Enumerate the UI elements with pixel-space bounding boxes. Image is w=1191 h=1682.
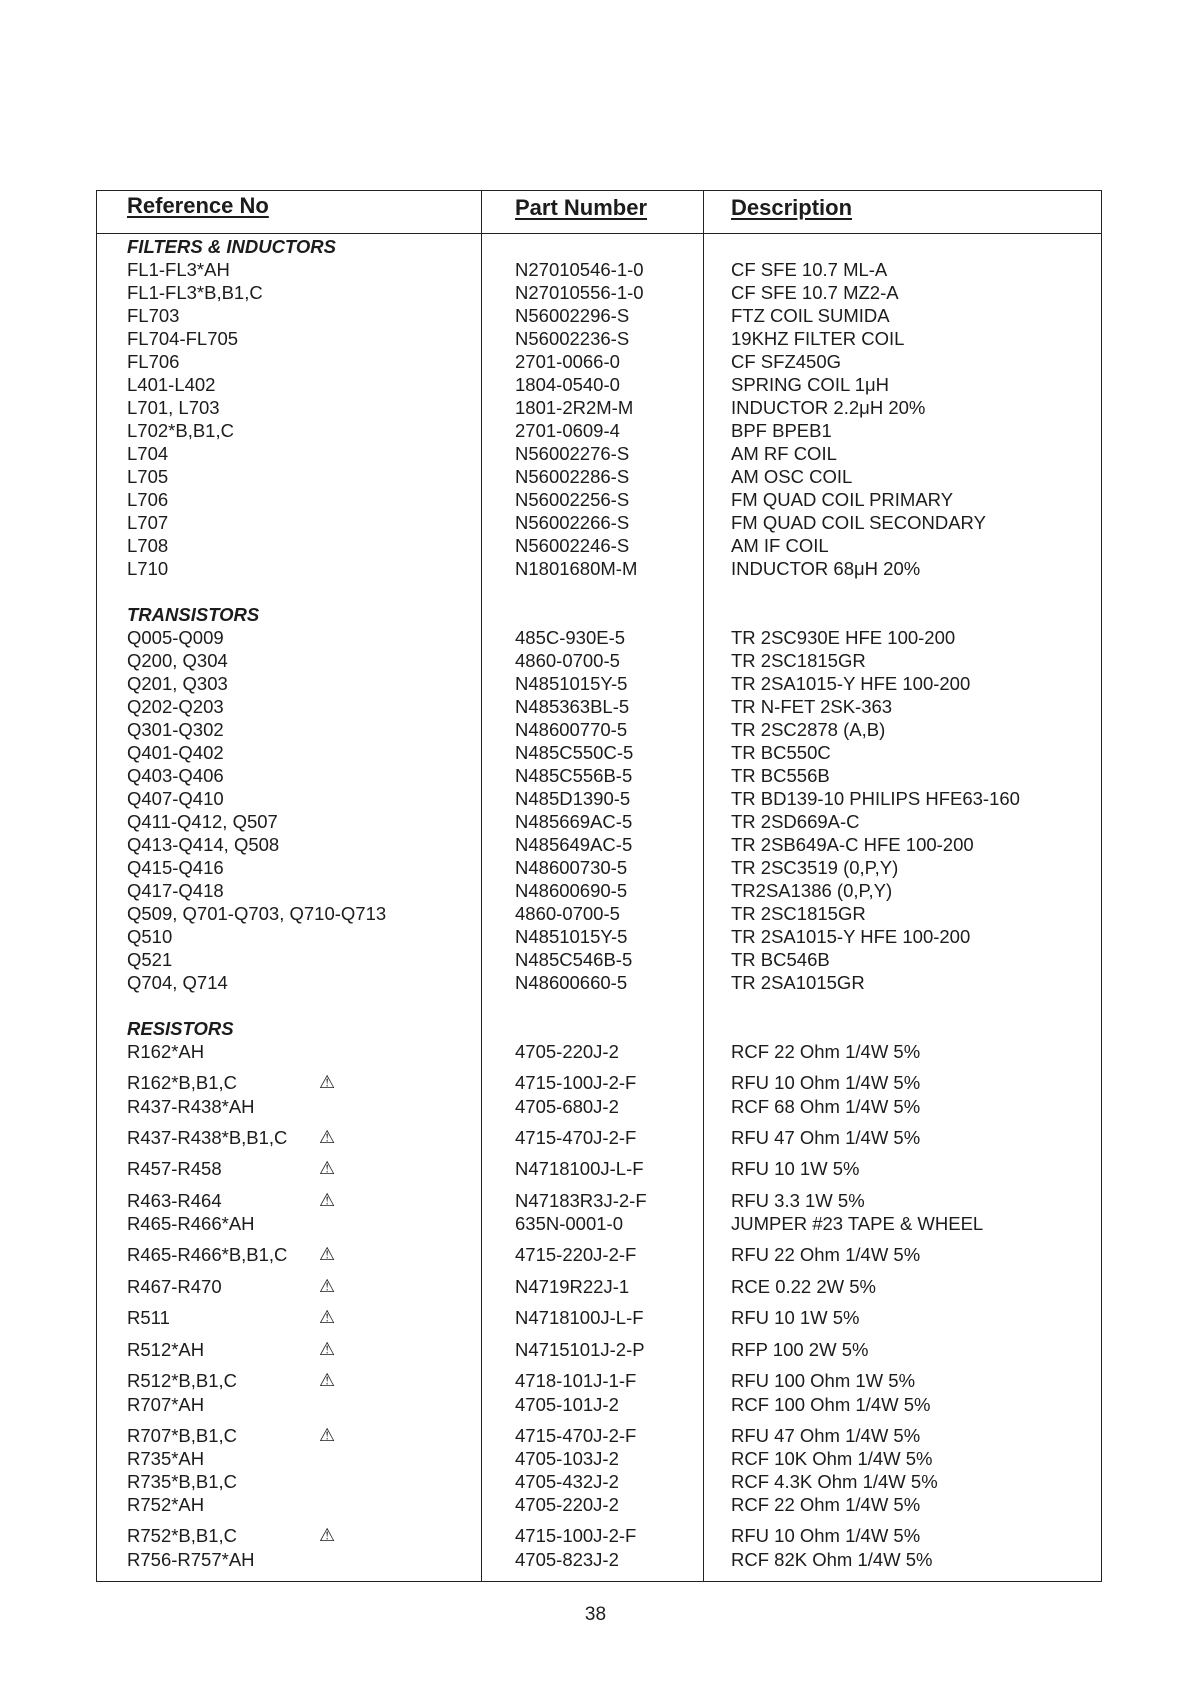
table-row (97, 810, 1101, 833)
part-number-cell: 4705-101J-2 (515, 1393, 619, 1415)
table-row (97, 1149, 1101, 1181)
description-cell: BPF BPEB1 (731, 420, 832, 441)
safety-warning-icon: ⚠ (319, 1424, 336, 1445)
safety-warning-icon: ⚠ (319, 1189, 336, 1210)
part-number-cell: N48600690-5 (515, 880, 628, 901)
description-cell: RCE 0.22 2W 5% (731, 1275, 876, 1297)
section-heading-row (97, 235, 1101, 258)
description-cell: TR 2SD669A-C (731, 811, 860, 832)
table-row (97, 741, 1101, 764)
reference-cell: R457-R458 (127, 1158, 222, 1179)
part-number-cell: 1804-0540-0 (515, 374, 620, 395)
part-number-cell: N27010546-1-0 (515, 259, 644, 280)
reference-cell: R707*B,B1,C (127, 1424, 238, 1446)
description-cell: AM IF COIL (731, 535, 829, 556)
part-number-cell: N485D1390-5 (515, 788, 631, 809)
reference-cell: Q417-Q418 (127, 880, 224, 901)
description-cell: AM RF COIL (731, 443, 837, 464)
description-cell: RFU 10 Ohm 1/4W 5% (731, 1072, 921, 1093)
part-number-cell: 4705-220J-2 (515, 1041, 619, 1062)
reference-cell: R511 (127, 1307, 170, 1328)
description-cell: INDUCTOR 68μH 20% (731, 558, 921, 579)
description-cell: RFU 10 1W 5% (731, 1158, 860, 1179)
table-row (97, 327, 1101, 350)
part-number-cell: N1801680M-M (515, 558, 638, 579)
reference-cell: R512*B,B1,C (127, 1370, 238, 1391)
part-number-cell: N4851015Y-5 (515, 926, 628, 947)
part-number-cell: 4860-0700-5 (515, 650, 620, 671)
table-row (97, 511, 1101, 534)
table-row (97, 718, 1101, 741)
description-cell: RCF 22 Ohm 1/4W 5% (731, 1041, 921, 1062)
reference-cell: Q403-Q406 (127, 765, 224, 786)
part-number-cell: N48600660-5 (515, 972, 628, 993)
description-cell: RCF 4.3K Ohm 1/4W 5% (731, 1471, 938, 1492)
reference-cell: L701, L703 (127, 397, 220, 418)
part-number-cell: N485C556B-5 (515, 765, 633, 786)
description-cell: RFU 10 Ohm 1/4W 5% (731, 1525, 921, 1546)
safety-warning-icon: ⚠ (319, 1126, 336, 1147)
description-cell: TR 2SC1815GR (731, 650, 866, 671)
reference-cell: FL704-FL705 (127, 328, 239, 349)
table-row (97, 557, 1101, 580)
description-cell: TR BC550C (731, 742, 831, 763)
description-cell: RCF 68 Ohm 1/4W 5% (731, 1095, 921, 1117)
description-cell: RFP 100 2W 5% (731, 1338, 869, 1360)
table-row (97, 1516, 1101, 1548)
description-cell: TR BC556B (731, 765, 830, 786)
reference-cell: L707 (127, 512, 169, 533)
table-row (97, 304, 1101, 327)
description-cell: RCF 10K Ohm 1/4W 5% (731, 1448, 933, 1469)
reference-cell: R465-R466*AH (127, 1213, 255, 1234)
part-number-cell: 4705-680J-2 (515, 1095, 619, 1117)
reference-cell: FL703 (127, 305, 180, 326)
description-cell: TR N-FET 2SK-363 (731, 696, 893, 717)
reference-cell: R437-R438*AH (127, 1095, 255, 1117)
reference-cell: R735*B,B1,C (127, 1471, 238, 1492)
description-cell: 19KHZ FILTER COIL (731, 328, 905, 349)
part-number-cell: 485C-930E-5 (515, 627, 626, 648)
description-cell: RCF 82K Ohm 1/4W 5% (731, 1548, 933, 1570)
description-cell: TR 2SC930E HFE 100-200 (731, 627, 956, 648)
table-row (97, 764, 1101, 787)
reference-cell: R463-R464 (127, 1189, 222, 1211)
part-number-cell: N4851015Y-5 (515, 673, 628, 694)
safety-warning-icon: ⚠ (319, 1370, 336, 1390)
table-row (97, 1235, 1101, 1267)
description-cell: TR 2SA1015GR (731, 972, 865, 993)
safety-warning-icon: ⚠ (319, 1525, 336, 1545)
description-cell: INDUCTOR 2.2μH 20% (731, 397, 926, 418)
table-row (97, 1040, 1101, 1063)
description-cell: CF SFZ450G (731, 351, 841, 372)
table-row (97, 833, 1101, 856)
part-number-cell: N56002266-S (515, 512, 630, 533)
description-cell: RFU 47 Ohm 1/4W 5% (731, 1424, 921, 1446)
part-number-cell: N4719R22J-1 (515, 1275, 630, 1297)
reference-cell: R707*AH (127, 1393, 205, 1415)
table-row (97, 1447, 1101, 1470)
part-number-cell: N485C546B-5 (515, 949, 633, 970)
section-title: TRANSISTORS (127, 604, 260, 625)
safety-warning-icon: ⚠ (319, 1244, 336, 1264)
description-cell: JUMPER #23 TAPE & WHEEL (731, 1213, 984, 1234)
reference-cell: Q005-Q009 (127, 627, 224, 648)
reference-cell: Q401-Q402 (127, 742, 224, 763)
description-cell: TR 2SC3519 (0,P,Y) (731, 857, 899, 878)
part-number-cell: 4718-101J-1-F (515, 1370, 637, 1391)
part-number-cell: 4715-100J-2-F (515, 1072, 637, 1093)
table-row (97, 1416, 1101, 1448)
part-number-cell: 2701-0609-4 (515, 420, 620, 441)
part-number-cell: N56002246-S (515, 535, 630, 556)
header-description: Description (731, 195, 853, 220)
part-number-cell: 2701-0066-0 (515, 351, 620, 372)
section-title: FILTERS & INDUCTORS (127, 236, 336, 257)
reference-cell: Q301-Q302 (127, 719, 224, 740)
description-cell: CF SFE 10.7 MZ2-A (731, 282, 899, 303)
part-number-cell: 4705-432J-2 (515, 1471, 619, 1492)
table-row (97, 1548, 1101, 1571)
table-row (97, 1470, 1101, 1493)
table-row (97, 1330, 1101, 1362)
reference-cell: Q200, Q304 (127, 650, 228, 671)
reference-cell: R752*B,B1,C (127, 1525, 238, 1546)
table-row (97, 856, 1101, 879)
part-number-cell: N27010556-1-0 (515, 282, 644, 303)
description-cell: SPRING COIL 1μH (731, 374, 890, 395)
description-cell: TR BD139-10 PHILIPS HFE63-160 (731, 788, 1020, 809)
reference-cell: FL706 (127, 351, 180, 372)
part-number-cell: N56002236-S (515, 328, 630, 349)
table-row (97, 258, 1101, 281)
safety-warning-icon: ⚠ (319, 1307, 336, 1327)
safety-warning-icon: ⚠ (319, 1338, 336, 1359)
description-cell: TR BC546B (731, 949, 830, 970)
table-row (97, 1361, 1101, 1393)
reference-cell: Q411-Q412, Q507 (127, 811, 278, 832)
table-row (97, 396, 1101, 419)
part-number-cell: N4718100J-L-F (515, 1307, 644, 1328)
table-row (97, 971, 1101, 994)
part-number-cell: N4718100J-L-F (515, 1158, 644, 1179)
reference-cell: Q202-Q203 (127, 696, 224, 717)
description-cell: TR 2SB649A-C HFE 100-200 (731, 834, 974, 855)
description-cell: FM QUAD COIL SECONDARY (731, 512, 986, 533)
part-number-cell: N485363BL-5 (515, 696, 630, 717)
reference-cell: Q704, Q714 (127, 972, 228, 993)
description-cell: RFU 22 Ohm 1/4W 5% (731, 1244, 921, 1265)
part-number-cell: N48600770-5 (515, 719, 628, 740)
page-number: 38 (584, 1604, 607, 1625)
reference-cell: Q521 (127, 949, 173, 970)
description-cell: TR 2SA1015-Y HFE 100-200 (731, 926, 971, 947)
reference-cell: Q510 (127, 926, 173, 947)
reference-cell: R162*AH (127, 1041, 205, 1062)
part-number-cell: N56002286-S (515, 466, 630, 487)
part-number-cell: N485649AC-5 (515, 834, 633, 855)
section-title: RESISTORS (127, 1018, 234, 1039)
safety-warning-icon: ⚠ (319, 1072, 336, 1092)
table-row (97, 1493, 1101, 1516)
description-cell: TR 2SC2878 (A,B) (731, 719, 886, 740)
table-row (97, 488, 1101, 511)
description-cell: CF SFE 10.7 ML-A (731, 259, 888, 280)
part-number-cell: 4860-0700-5 (515, 903, 620, 924)
table-row (97, 626, 1101, 649)
reference-cell: Q413-Q414, Q508 (127, 834, 280, 855)
table-row (97, 281, 1101, 304)
reference-cell: Q509, Q701-Q703, Q710-Q713 (127, 903, 387, 924)
table-row (97, 442, 1101, 465)
table-row (97, 925, 1101, 948)
reference-cell: R467-R470 (127, 1275, 222, 1297)
reference-cell: R735*AH (127, 1448, 205, 1469)
reference-cell: R512*AH (127, 1338, 205, 1360)
table-row (97, 1118, 1101, 1150)
description-cell: TR 2SC1815GR (731, 903, 866, 924)
reference-cell: L704 (127, 443, 169, 464)
reference-cell: Q201, Q303 (127, 673, 228, 694)
part-number-cell: 635N-0001-0 (515, 1213, 623, 1234)
table-row (97, 948, 1101, 971)
table-row (97, 1212, 1101, 1235)
safety-warning-icon: ⚠ (319, 1158, 336, 1178)
reference-cell: Q407-Q410 (127, 788, 224, 809)
table-body (97, 235, 1101, 1571)
part-number-cell: N48600730-5 (515, 857, 628, 878)
description-cell: RFU 3.3 1W 5% (731, 1189, 865, 1211)
description-cell: AM OSC COIL (731, 466, 853, 487)
part-number-cell: N47183R3J-2-F (515, 1189, 647, 1211)
description-cell: TR2SA1386 (0,P,Y) (731, 880, 893, 901)
part-number-cell: N56002296-S (515, 305, 630, 326)
reference-cell: L702*B,B1,C (127, 420, 234, 441)
section-heading-row (97, 603, 1101, 626)
reference-cell: L706 (127, 489, 169, 510)
table-row (97, 695, 1101, 718)
table-row (97, 534, 1101, 557)
table-row (97, 649, 1101, 672)
parts-table (96, 190, 1102, 1582)
reference-cell: L710 (127, 558, 169, 579)
reference-cell: L708 (127, 535, 169, 556)
description-cell: TR 2SA1015-Y HFE 100-200 (731, 673, 971, 694)
row-spacer (97, 580, 1101, 603)
reference-cell: FL1-FL3*B,B1,C (127, 282, 263, 303)
header-divider (97, 233, 1101, 234)
part-number-cell: 4715-100J-2-F (515, 1525, 637, 1546)
table-row (97, 419, 1101, 442)
table-row (97, 787, 1101, 810)
reference-cell: Q415-Q416 (127, 857, 224, 878)
table-row (97, 672, 1101, 695)
part-number-cell: 4715-470J-2-F (515, 1424, 637, 1446)
table-row (97, 373, 1101, 396)
table-row (97, 1393, 1101, 1416)
reference-cell: R465-R466*B,B1,C (127, 1244, 288, 1265)
description-cell: RCF 100 Ohm 1/4W 5% (731, 1393, 931, 1415)
section-heading-row (97, 1017, 1101, 1040)
table-row (97, 1063, 1101, 1095)
reference-cell: R162*B,B1,C (127, 1072, 238, 1093)
description-cell: FTZ COIL SUMIDA (731, 305, 890, 326)
part-number-cell: N56002276-S (515, 443, 630, 464)
reference-cell: L705 (127, 466, 169, 487)
table-row (97, 1181, 1101, 1213)
part-number-cell: N4715101J-2-P (515, 1338, 645, 1360)
table-row (97, 1095, 1101, 1118)
part-number-cell: 4715-220J-2-F (515, 1244, 637, 1265)
reference-cell: R437-R438*B,B1,C (127, 1126, 288, 1148)
table-row (97, 902, 1101, 925)
part-number-cell: N485669AC-5 (515, 811, 633, 832)
table-row (97, 350, 1101, 373)
description-cell: FM QUAD COIL PRIMARY (731, 489, 954, 510)
header-reference-no: Reference No (127, 193, 269, 218)
part-number-cell: 4715-470J-2-F (515, 1126, 637, 1148)
part-number-cell: 4705-823J-2 (515, 1548, 619, 1570)
part-number-cell: 1801-2R2M-M (515, 397, 634, 418)
safety-warning-icon: ⚠ (319, 1275, 336, 1296)
description-cell: RFU 47 Ohm 1/4W 5% (731, 1126, 921, 1148)
reference-cell: FL1-FL3*AH (127, 259, 230, 280)
table-row (97, 879, 1101, 902)
reference-cell: L401-L402 (127, 374, 216, 395)
part-number-cell: N56002256-S (515, 489, 630, 510)
description-cell: RCF 22 Ohm 1/4W 5% (731, 1494, 921, 1515)
table-row (97, 465, 1101, 488)
part-number-cell: 4705-103J-2 (515, 1448, 619, 1469)
header-part-number: Part Number (515, 195, 648, 220)
row-spacer (97, 994, 1101, 1017)
part-number-cell: 4705-220J-2 (515, 1494, 619, 1515)
description-cell: RFU 10 1W 5% (731, 1307, 860, 1328)
description-cell: RFU 100 Ohm 1W 5% (731, 1370, 916, 1391)
reference-cell: R756-R757*AH (127, 1548, 255, 1570)
table-row (97, 1267, 1101, 1299)
part-number-cell: N485C550C-5 (515, 742, 634, 763)
table-row (97, 1298, 1101, 1330)
reference-cell: R752*AH (127, 1494, 205, 1515)
